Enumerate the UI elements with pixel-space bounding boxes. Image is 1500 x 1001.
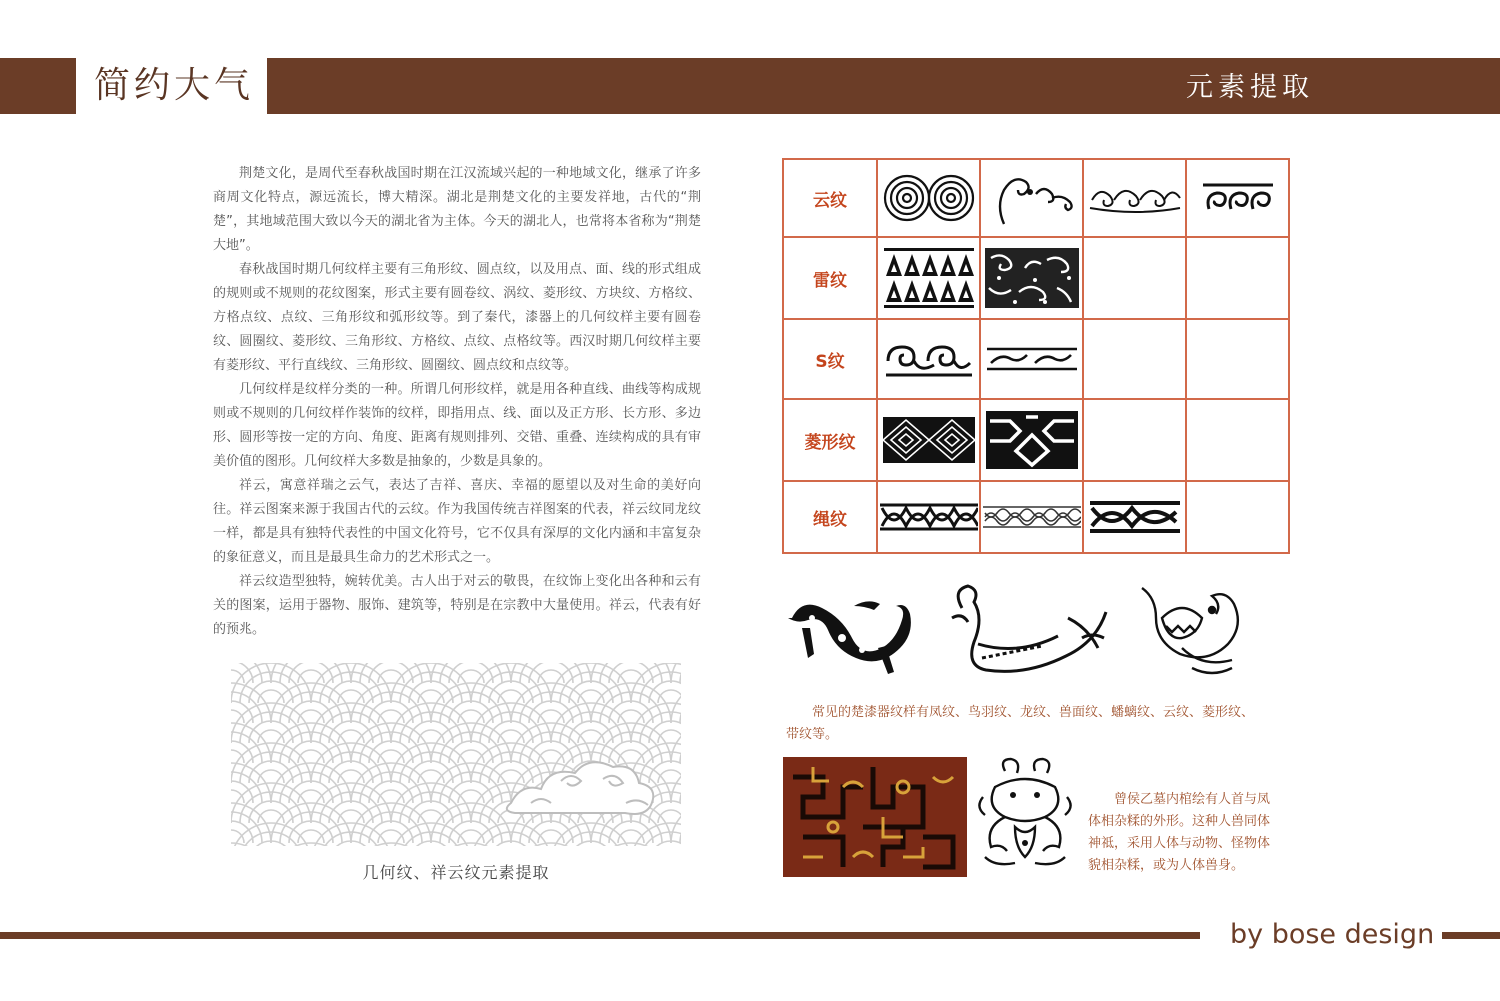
rope-braid-icon	[880, 502, 978, 532]
row-label: 绳纹	[783, 481, 877, 553]
concentric-spiral-icon	[883, 171, 975, 225]
s-scroll-icon	[884, 341, 974, 377]
footer-bar-left	[0, 932, 1200, 939]
table-row	[783, 399, 1289, 481]
diamond-hatch-icon	[883, 417, 975, 463]
table-row	[783, 319, 1289, 399]
page-title: 简约大气	[94, 65, 255, 106]
rope-twist-icon	[983, 505, 1081, 529]
wave-cloud-illustration	[231, 663, 681, 846]
section-title: 元素提取	[1186, 72, 1314, 103]
phoenix-right-icon	[1142, 588, 1238, 673]
cloud-band-icon	[1088, 178, 1182, 218]
row-label: 雷纹	[783, 237, 877, 319]
table-row	[783, 237, 1289, 319]
lacquer-coffin-image	[783, 757, 967, 877]
paragraph: 祥云纹造型独特，婉转优美。古人出于对云的敬畏，在纹饰上变化出各种和云有关的图案，运用于器物、服饰、建筑等，特别是在宗教中大量使用。祥云，代表有好的预兆。	[213, 574, 701, 637]
row-label: 云纹	[783, 159, 877, 237]
hybrid-deity-figure	[975, 757, 1075, 877]
body-text	[213, 162, 701, 642]
triangle-thunder-icon	[884, 248, 974, 308]
illustration-caption: 几何纹、祥云纹元素提取	[362, 863, 550, 882]
dragon-phoenix-figures	[782, 578, 1272, 698]
table-row	[783, 481, 1289, 553]
paragraph: 春秋战国时期几何纹样主要有三角形纹、圆点纹，以及用点、面、线的形式组成的规则或不规则的花纹图案，形式主要有圆卷纹、涡纹、菱形纹、方块纹、方格纹、方格点纹、点纹、三角形纹和弧形纹等。到了秦代，漆器上的几何纹样主要有圆卷纹、圆圈纹、菱形纹、三角形纹、方格纹、点纹、点格纹等。西汉时期几何纹样主要有菱形纹、平行直线纹、三角形纹、圆圈纹、圆点纹和点纹等。	[213, 262, 701, 373]
paragraph: 祥云，寓意祥瑞之云气，表达了吉祥、喜庆、幸福的愿望以及对生命的美好向往。祥云图案来源于我国古代的云纹。作为我国传统吉祥图案的代表，祥云纹同龙纹一样，都是具有独特代表性的中国文化符号，它不仅具有深厚的文化内涵和丰富复杂的象征意义，而且是最具生命力的艺术形式之一。	[213, 478, 701, 565]
s-wave-line-icon	[985, 347, 1079, 371]
row-label: S纹	[783, 319, 877, 399]
header-bar-left	[0, 58, 76, 114]
dragon-middle-icon	[952, 586, 1106, 671]
rope-thick-icon	[1090, 500, 1180, 534]
paragraph: 荆楚文化，是周代至春秋战国时期在江汉流域兴起的一种地域文化，继承了许多商周文化特点，源远流长，博大精深。湖北是荆楚文化的主要发祥地，古代的“荆楚”，其地域范围大致以今天的湖北省为主体。今天的湖北人，也常将本省称为“荆楚大地”。	[213, 166, 701, 253]
diamond-bold-icon	[986, 411, 1078, 469]
footer-credit: by bose design	[1230, 919, 1435, 950]
scroll-curl-icon	[986, 168, 1078, 228]
square-spiral-icon	[1201, 183, 1275, 213]
coffin-deity-note: 曾侯乙墓内棺绘有人首与凤体相杂糅的外形。这种人兽同体神祗，采用人体与动物、怪物体貌相杂糅，或为人体兽身。	[1088, 792, 1271, 873]
paragraph: 几何纹样是纹样分类的一种。所谓几何形纹样，就是用各种直线、曲线等构成规则或不规则的几何纹样作装饰的纹样，即指用点、线、面以及正方形、长方形、多边形、圆形等按一定的方向、角度、距离有规则排列、交错、重叠、连续构成的具有审美价值的图形。几何纹样大多数是抽象的，少数是具象的。	[213, 382, 701, 469]
pattern-table	[782, 158, 1290, 554]
footer-bar-right	[1442, 932, 1500, 939]
lacquer-pattern-note: 常见的楚漆器纹样有凤纹、鸟羽纹、龙纹、兽面纹、蟠螭纹、云纹、菱形纹、带纹等。	[786, 705, 1255, 742]
table-row	[783, 159, 1289, 237]
header-bar-right	[267, 58, 1500, 114]
dragon-left-icon	[788, 601, 911, 674]
row-label: 菱形纹	[783, 399, 877, 481]
dense-thunder-icon	[985, 248, 1079, 308]
